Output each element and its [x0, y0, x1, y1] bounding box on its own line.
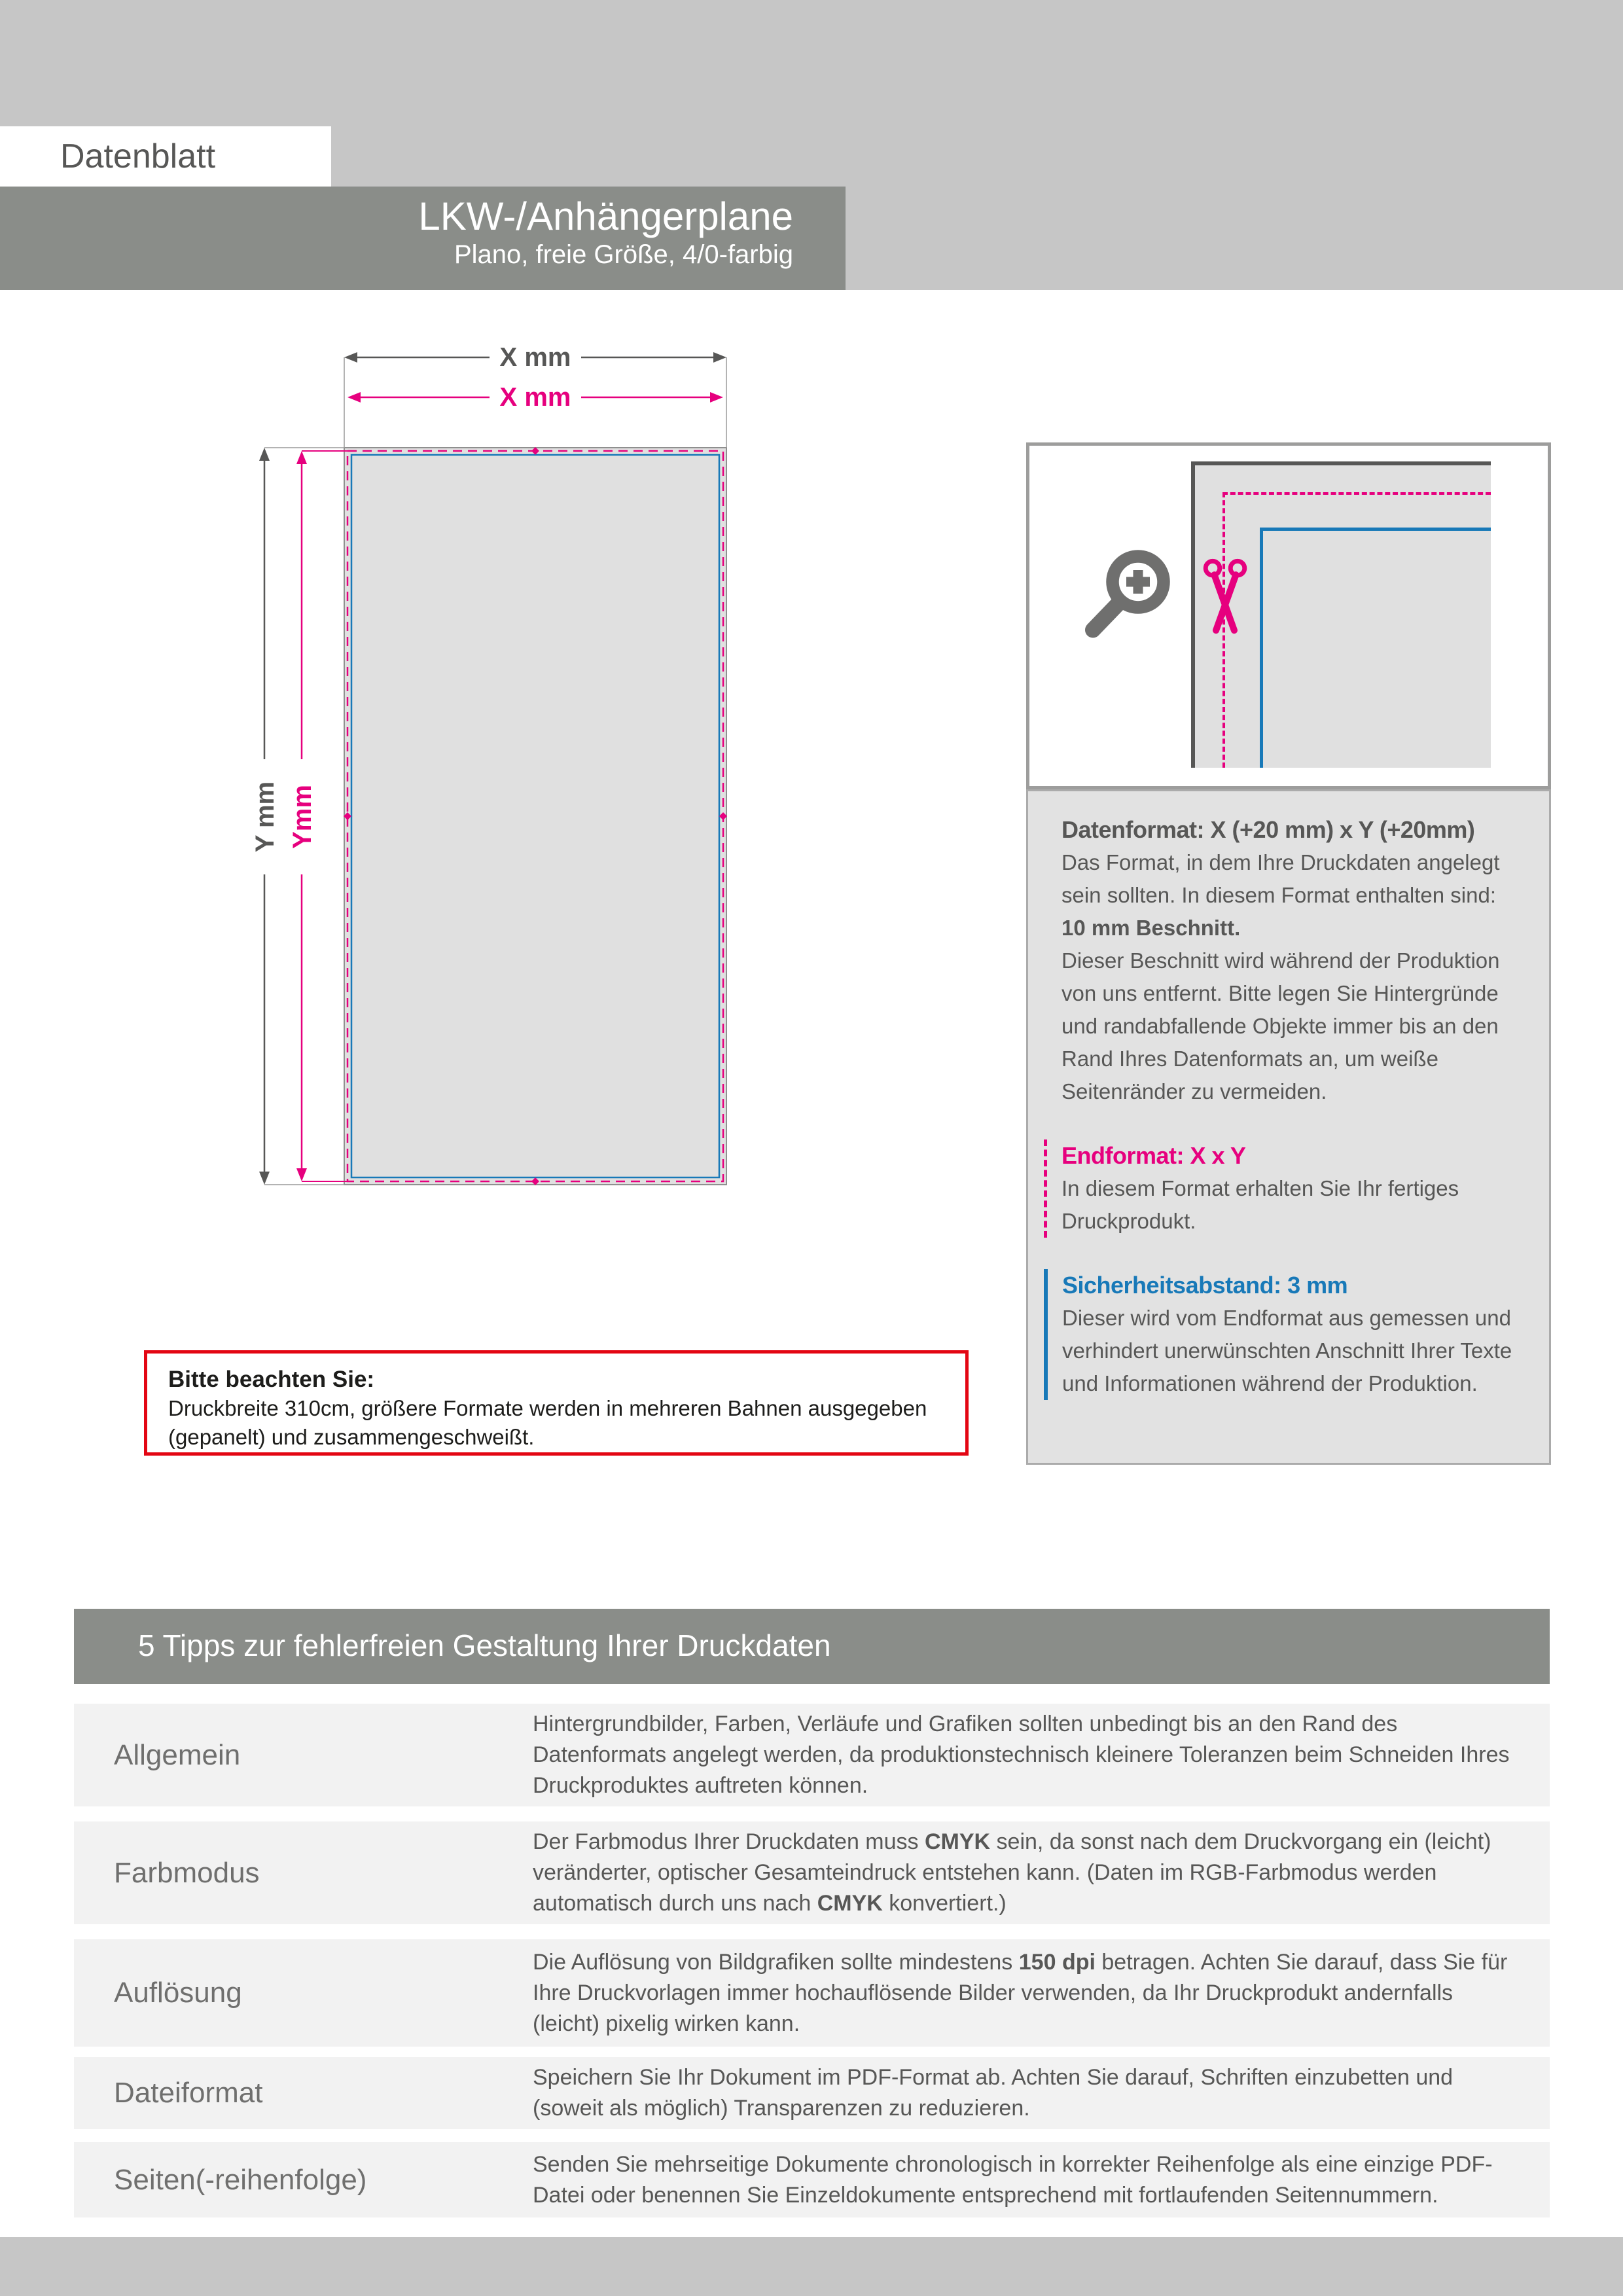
- row-label: Seiten(-reihenfolge): [114, 2163, 367, 2196]
- endformat-block: [1044, 1139, 1520, 1238]
- safety-line: [1260, 528, 1491, 768]
- row-label: Auflösung: [114, 1977, 242, 2009]
- arrow-left-icon: [348, 392, 361, 403]
- endformat-title: Endformat: X x Y: [1061, 1142, 1246, 1169]
- sicherheitsabstand-text: Dieser wird vom Endformat aus gemessen und verhindert unerwünschten Anschnitt Ihrer Texte und Informationen während der Produktion.: [1062, 1306, 1512, 1395]
- zoom-in-icon: [1079, 545, 1177, 643]
- row-text: Die Auflösung von Bildgrafiken sollte mindestens 150 dpi betragen. Achten Sie darauf, dass Sie für Ihre Druckvorlagen immer hochauflösende Bilder verwenden, da Ihr Druckprodukt andernfalls (leicht) pixelig wirken kann.: [533, 1949, 1508, 2036]
- tips-table: [74, 1704, 1550, 2217]
- arrow-up-icon: [296, 451, 307, 464]
- datenformat-rect: [344, 448, 726, 1185]
- page-subtitle: Plano, freie Größe, 4/0-farbig: [454, 240, 793, 269]
- y-dimension-outer-label: Y mm: [251, 781, 279, 853]
- y-dimension-inner-label: Ymm: [288, 785, 317, 849]
- datenformat-title: Datenformat: X (+20 mm) x Y (+20mm): [1061, 816, 1475, 843]
- endformat-text: In diesem Format erhalten Sie Ihr fertiges Druckprodukt.: [1061, 1176, 1459, 1233]
- row-label: Dateiformat: [114, 2077, 263, 2109]
- row-text: Hintergrundbilder, Farben, Verläufe und Grafiken sollten unbedingt bis an den Rand des Datenformats angelegt werden, da produktionstechnisch kleinere Toleranzen beim Schneiden Ihres Druckproduktes auftreten können.: [533, 1712, 1510, 1798]
- table-row-allgemein: [74, 1704, 1550, 1806]
- notice-box: [144, 1350, 969, 1456]
- footer-band: [0, 2237, 1623, 2296]
- datenblatt-label-box: [0, 126, 331, 187]
- format-info-panel: [1026, 789, 1551, 1465]
- datenformat-paragraph-1: Das Format, in dem Ihre Druckdaten angelegt sein sollten. In diesem Format enthalten sind: 10 mm Beschnitt.: [1061, 850, 1500, 940]
- page-title: LKW-/Anhängerplane: [418, 194, 793, 238]
- sicherheitsabstand-block: [1044, 1269, 1520, 1400]
- arrow-up-icon: [259, 448, 270, 461]
- row-text: Senden Sie mehrseitige Dokumente chronologisch in korrekter Reihenfolge als eine einzige PDF-Datei oder benennen Sie Einzeldokumente entsprechend mit fortlaufenden Seitennummern.: [533, 2151, 1493, 2208]
- tips-banner-title: 5 Tipps zur fehlerfreien Gestaltung Ihrer Druckdaten: [138, 1628, 831, 1662]
- corner-detail-box: [1026, 442, 1551, 789]
- table-row-aufloesung: [74, 1939, 1550, 2047]
- y-dimension-inner: [288, 451, 317, 1181]
- datenformat-paragraph-2: Dieser Beschnitt wird während der Produktion von uns entfernt. Bitte legen Sie Hintergründe und randabfallende Objekte immer bis an den Rand Ihres Datenformats an, um weiße Seitenränder zu vermeiden.: [1061, 948, 1500, 1103]
- y-dimension-outer: [251, 448, 279, 1185]
- datenblatt-label: Datenblatt: [60, 137, 216, 175]
- scissors-icon: [1200, 556, 1250, 641]
- arrow-right-icon: [713, 352, 726, 363]
- row-label: Farbmodus: [114, 1856, 260, 1889]
- arrow-right-icon: [710, 392, 723, 403]
- table-row-seitenreihenfolge: [74, 2142, 1550, 2217]
- arrow-down-icon: [296, 1168, 307, 1181]
- table-row-farbmodus: [74, 1821, 1550, 1924]
- sicherheitsabstand-title: Sicherheitsabstand: 3 mm: [1062, 1272, 1348, 1299]
- x-dimension-outer-label: X mm: [499, 343, 571, 372]
- row-text: Der Farbmodus Ihrer Druckdaten muss CMYK sein, da sonst nach dem Druckvorgang ein (leicht) veränderter, optischer Gesamteindruck entstehen kann. (Daten im RGB-Farbmodus werden automatisch durch uns nach CMYK konvertiert.): [533, 1829, 1491, 1916]
- x-dimension-inner: [348, 383, 723, 412]
- x-dimension-inner-label: X mm: [499, 383, 571, 412]
- x-dimension-outer: [344, 343, 726, 372]
- product-title-bar: [0, 187, 846, 290]
- arrow-left-icon: [344, 352, 357, 363]
- row-label: Allgemein: [114, 1738, 241, 1771]
- notice-title: Bitte beachten Sie:: [168, 1367, 375, 1392]
- notice-text: Druckbreite 310cm, größere Formate werden in mehreren Bahnen ausgegeben (gepanelt) und zusammengeschweißt.: [168, 1396, 927, 1449]
- dimension-diagram: [229, 334, 746, 1204]
- tips-banner: [74, 1609, 1550, 1684]
- row-text: Speichern Sie Ihr Dokument im PDF-Format ab. Achten Sie darauf, Schriften einzubetten und (soweit als möglich) Transparenzen zu reduzieren.: [533, 2065, 1454, 2121]
- table-row-dateiformat: [74, 2057, 1550, 2129]
- arrow-down-icon: [259, 1172, 270, 1185]
